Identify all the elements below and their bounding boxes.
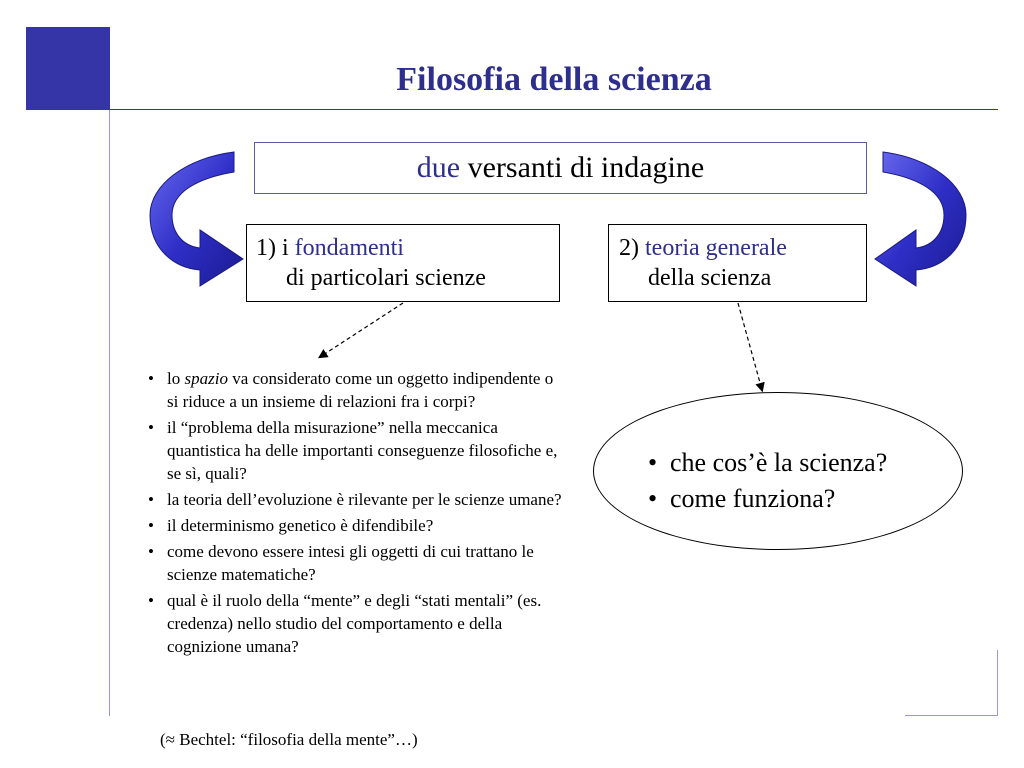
question-text: come funziona? [670, 484, 836, 513]
box1-highlight: fondamenti [294, 235, 404, 261]
example-text: il “problema della misurazione” nella meccanica quantistica ha delle importanti conseguenze filosofiche e, se sì, quali? [167, 418, 558, 483]
examples-note: (≈ Bechtel: “filosofia della mente”…) [160, 730, 418, 749]
example-text: qual è il ruolo della “mente” e degli “stati mentali” (es. credenza) nello studio del comportamento e della cognizione umana? [167, 591, 542, 656]
box1-line2: di particolari scienze [286, 265, 486, 291]
dashed-arrow-left [320, 303, 403, 357]
list-item [648, 445, 887, 481]
list-item [146, 367, 566, 413]
example-text: va considerato come un oggetto indipendente o si riduce a un insieme di relazioni fra i corpi? [167, 369, 554, 411]
question-text: che cos’è la scienza? [670, 448, 888, 477]
examples-list [146, 367, 566, 661]
list-item [146, 514, 566, 537]
box2-line2: della scienza [648, 265, 772, 291]
dashed-arrow-right [738, 303, 762, 390]
box1-prefix: 1) i [256, 235, 295, 261]
left-curved-arrow [150, 152, 243, 286]
list-item [146, 540, 566, 586]
example-text: come devono essere intesi gli oggetti di cui trattano le scienze matematiche? [167, 542, 534, 584]
list-item [648, 481, 887, 517]
example-emphasis: spazio [184, 369, 228, 388]
slide-title: Filosofia della scienza [396, 61, 712, 98]
questions-list [648, 445, 887, 517]
box2-highlight: teoria generale [645, 235, 787, 261]
main-topic-text: versanti di indagine [460, 151, 705, 184]
main-topic-highlight: due [416, 151, 461, 184]
box-fondamenti [246, 224, 560, 302]
main-topic-box [254, 142, 867, 194]
box2-prefix: 2) [619, 235, 645, 261]
example-text: il determinismo genetico è difendibile? [167, 516, 434, 535]
right-curved-arrow [875, 152, 966, 286]
example-text: lo [167, 369, 185, 388]
list-item [146, 488, 566, 511]
example-text: la teoria dell’evoluzione è rilevante per le scienze umane? [167, 490, 562, 509]
list-item [146, 416, 566, 485]
list-item [146, 589, 566, 658]
box-teoria-generale [608, 224, 867, 302]
